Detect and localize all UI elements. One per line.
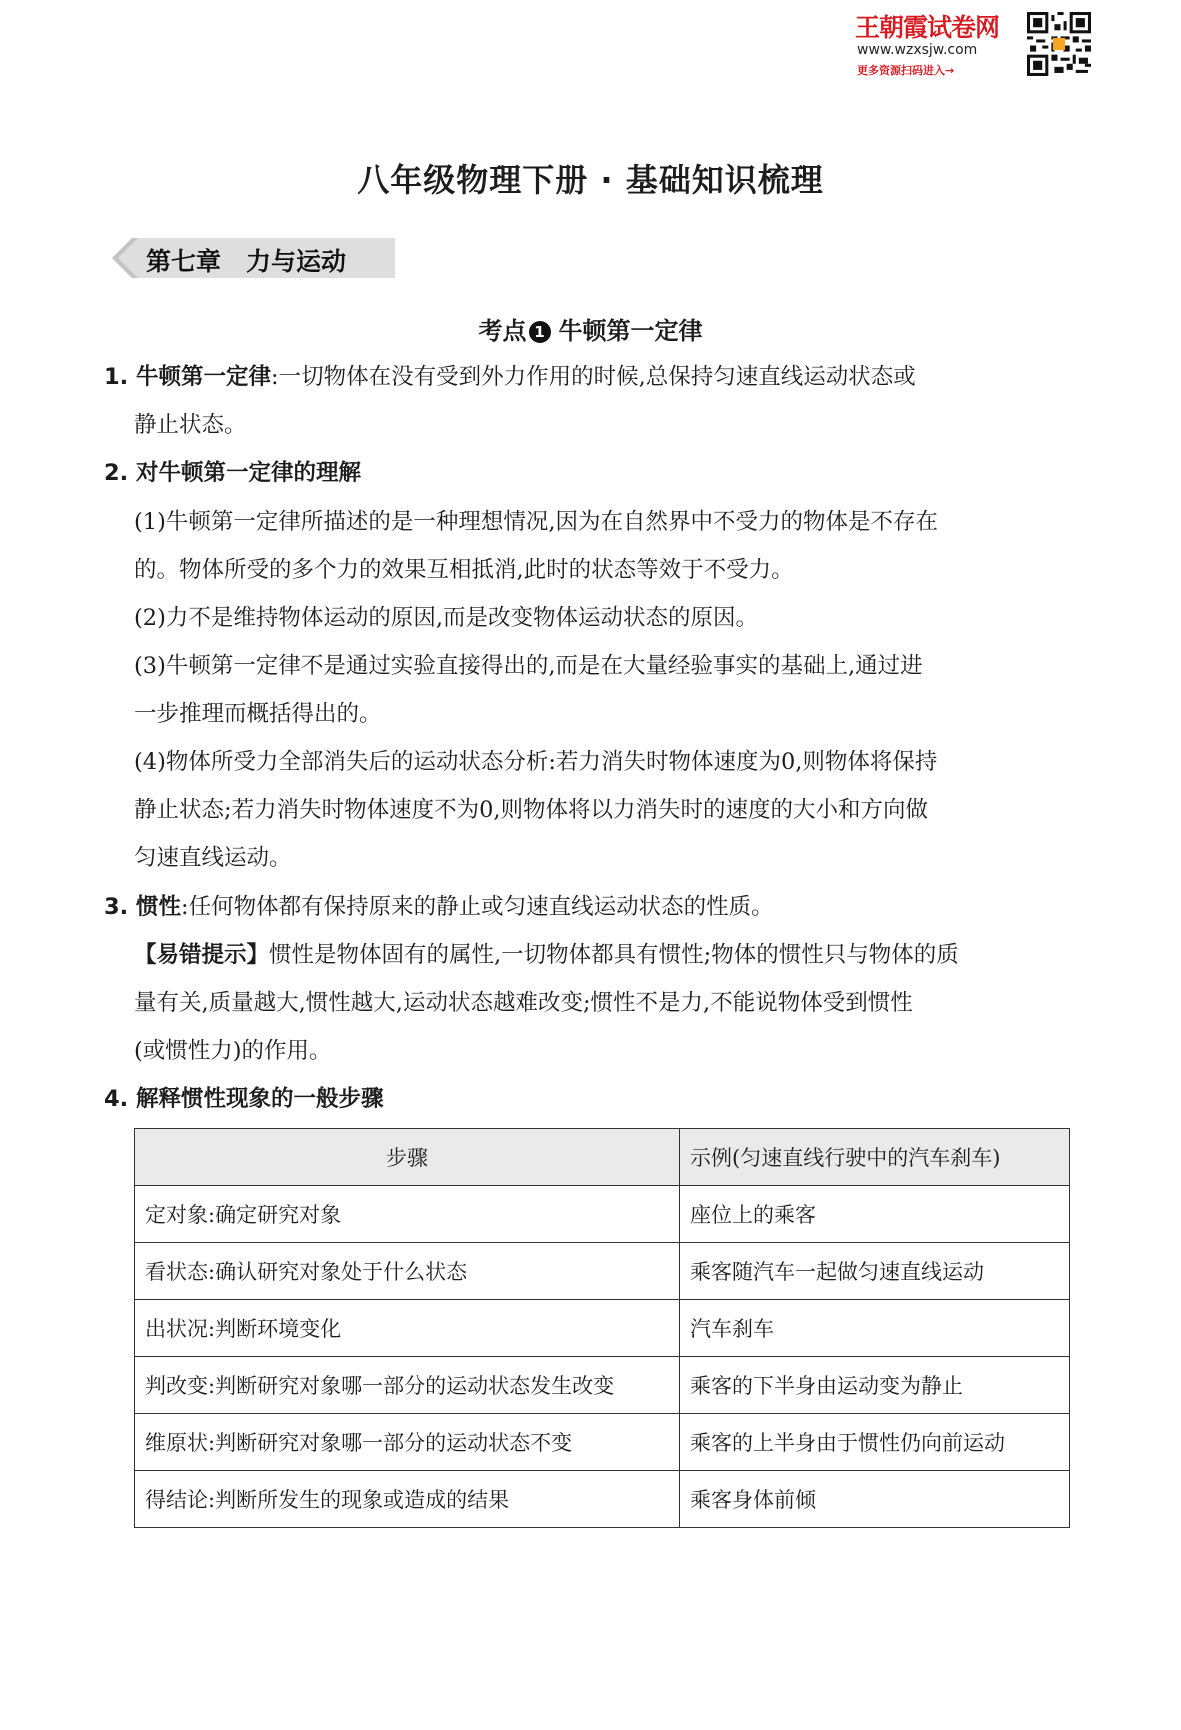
watermark-url[interactable]: www.wzxsjw.com	[857, 42, 978, 58]
example-cell: 乘客随汽车一起做匀速直线运动	[680, 1243, 1070, 1300]
example-cell: 乘客身体前倾	[680, 1471, 1070, 1528]
section-heading	[0, 311, 1181, 346]
step-cell: 得结论:判断所发生的现象或造成的结果	[135, 1471, 680, 1528]
table-row	[135, 1300, 1070, 1357]
inertia-steps-table	[134, 1128, 1070, 1528]
table-row	[135, 1414, 1070, 1471]
item-2-sub-1-line-2: 的。物体所受的多个力的效果互相抵消,此时的状态等效于不受力。	[134, 557, 794, 583]
example-cell: 乘客的上半身由于惯性仍向前运动	[680, 1414, 1070, 1471]
item-2-sub-4-line-3: 匀速直线运动。	[134, 845, 292, 871]
item-1-label: 1. 牛顿第一定律	[104, 364, 272, 390]
tip-label: 【易错提示】	[134, 942, 270, 968]
item-2-sub-4-line-2: 静止状态;若力消失时物体速度不为0,则物体将以力消失时的速度的大小和方向做	[134, 797, 929, 823]
section-number-badge: 1	[529, 321, 551, 343]
chapter-banner	[110, 236, 395, 280]
tip-line-1	[134, 940, 959, 970]
step-cell: 定对象:确定研究对象	[135, 1186, 680, 1243]
step-cell: 维原状:判断研究对象哪一部分的运动状态不变	[135, 1414, 680, 1471]
example-cell: 座位上的乘客	[680, 1186, 1070, 1243]
watermark	[855, 8, 1095, 82]
chapter-title: 第七章 力与运动	[146, 247, 347, 276]
tip-line-2: 量有关,质量越大,惯性越大,运动状态越难改变;惯性不是力,不能说物体受到惯性	[134, 990, 913, 1016]
item-3-line	[104, 892, 774, 922]
table-header-step: 步骤	[135, 1129, 680, 1186]
item-2-sub-1-line-1: (1)牛顿第一定律所描述的是一种理想情况,因为在自然界中不受力的物体是不存在	[134, 509, 939, 535]
item-1-line-1	[104, 362, 916, 392]
tip-line-3: (或惯性力)的作用。	[134, 1038, 332, 1064]
item-2-sub-3-line-2: 一步推理而概括得出的。	[134, 701, 382, 727]
page-title: 八年级物理下册 · 基础知识梳理	[357, 161, 824, 199]
tip-text-1: 惯性是物体固有的属性,一切物体都具有惯性;物体的惯性只与物体的质	[269, 942, 959, 968]
step-cell: 出状况:判断环境变化	[135, 1300, 680, 1357]
example-cell: 汽车刹车	[680, 1300, 1070, 1357]
watermark-site-name: 王朝霞试卷网	[855, 13, 1000, 42]
example-cell: 乘客的下半身由运动变为静止	[680, 1357, 1070, 1414]
item-2-label: 2. 对牛顿第一定律的理解	[104, 460, 362, 486]
item-1-text: :一切物体在没有受到外力作用的时候,总保持匀速直线运动状态或	[271, 364, 916, 390]
table-header-example: 示例(匀速直线行驶中的汽车刹车)	[680, 1129, 1070, 1186]
step-cell: 判改变:判断研究对象哪一部分的运动状态发生改变	[135, 1357, 680, 1414]
table-row	[135, 1186, 1070, 1243]
item-3-text: :任何物体都有保持原来的静止或匀速直线运动状态的性质。	[181, 894, 774, 920]
qr-code-icon[interactable]	[1027, 12, 1091, 76]
item-3-label: 3. 惯性	[104, 894, 182, 920]
item-1-line-2: 静止状态。	[134, 412, 247, 438]
watermark-tagline: 更多资源扫码进入→	[857, 64, 955, 77]
item-2-sub-2: (2)力不是维持物体运动的原因,而是改变物体运动状态的原因。	[134, 605, 759, 631]
item-2-sub-3-line-1: (3)牛顿第一定律不是通过实验直接得出的,而是在大量经验事实的基础上,通过进	[134, 653, 923, 679]
item-4-label: 4. 解释惯性现象的一般步骤	[104, 1086, 384, 1112]
item-2-sub-4-line-1: (4)物体所受力全部消失后的运动状态分析:若力消失时物体速度为0,则物体将保持	[134, 749, 938, 775]
table-row	[135, 1471, 1070, 1528]
step-cell: 看状态:确认研究对象处于什么状态	[135, 1243, 680, 1300]
section-name: 牛顿第一定律	[558, 317, 703, 345]
table-row	[135, 1243, 1070, 1300]
table-header-row	[135, 1129, 1070, 1186]
section-prefix: 考点	[478, 317, 527, 345]
table-row	[135, 1357, 1070, 1414]
